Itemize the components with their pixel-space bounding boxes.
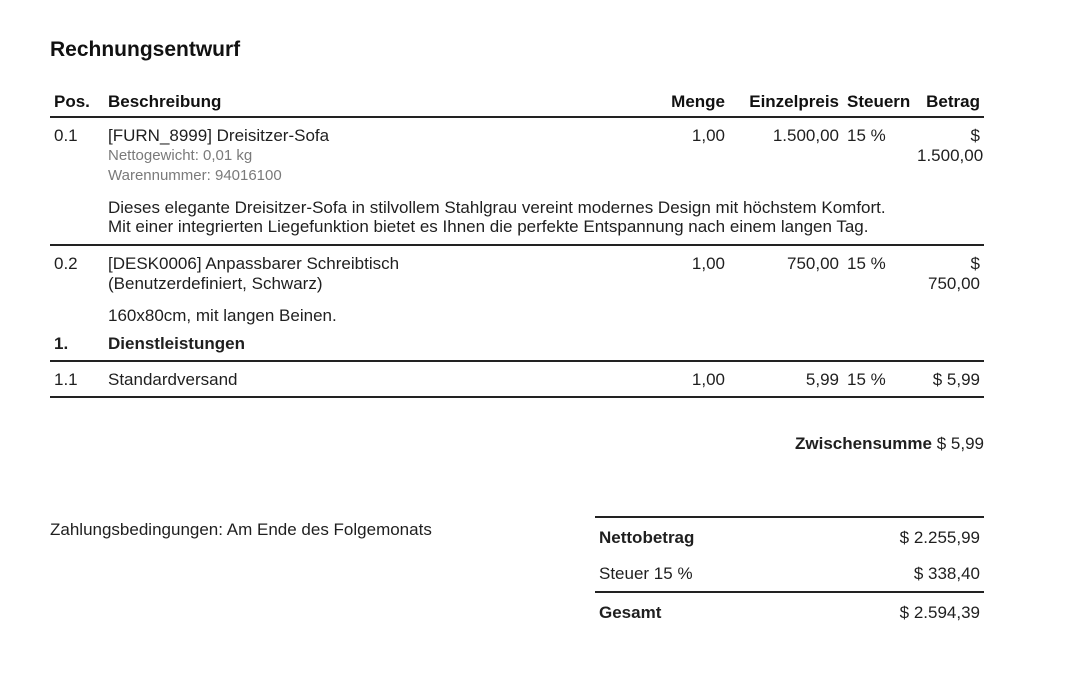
line-note-text-1: Dieses elegante Dreisitzer-Sofa in stilvollem Stahlgrau vereint modernes Design mit höchstem Komfort. (108, 198, 886, 217)
section-subtotal (795, 434, 984, 454)
line-quantity: 1,00 (691, 254, 725, 273)
line-product-variant: (Benutzerdefiniert, Schwarz) (108, 274, 323, 293)
header-pos: Pos. (50, 86, 104, 117)
line-net-weight: Nettogewicht: 0,01 kg (108, 147, 253, 164)
line-pos: 1.1 (50, 361, 104, 397)
line-tax: 15 % (847, 254, 886, 273)
line-tax: 15 % (847, 126, 886, 145)
line-unit-price: 5,99 (729, 361, 843, 397)
subtotal-label: Zwischensumme (795, 434, 932, 453)
totals-row-tax (595, 555, 984, 592)
line-unit-price: 750,00 (787, 254, 839, 273)
line-note: 160x80cm, mit langen Beinen. (108, 306, 337, 325)
line-product-name: Standardversand (104, 361, 604, 397)
table-header-row (50, 86, 984, 117)
table-row (50, 245, 984, 294)
line-amount: $ 5,99 (913, 361, 984, 397)
total-label: Gesamt (595, 592, 805, 630)
page-title: Rechnungsentwurf (50, 38, 241, 61)
total-value: $ 2.594,39 (805, 592, 984, 630)
section-pos: 1. (50, 325, 104, 361)
line-note-text-2: Mit einer integrierten Liegefunktion bietet es Ihnen die perfekte Entspannung nach einem langen Tag. (108, 217, 869, 236)
totals-row-total (595, 592, 984, 630)
header-unit-price: Einzelpreis (729, 86, 843, 117)
line-amount: $ 1.500,00 (917, 126, 984, 165)
header-amount: Betrag (913, 86, 984, 117)
line-pos: 0.2 (54, 254, 78, 273)
totals-table (595, 516, 984, 630)
line-product-name: [DESK0006] Anpassbarer Schreibtisch (108, 254, 400, 273)
line-tax: 15 % (843, 361, 913, 397)
subtotal-value: $ 5,99 (936, 434, 984, 453)
line-amount: $ 750,00 (928, 254, 980, 293)
header-description: Beschreibung (104, 86, 604, 117)
tax-value: $ 338,40 (913, 564, 980, 583)
line-description (104, 245, 604, 294)
net-amount-value: $ 2.255,99 (805, 517, 984, 555)
line-note (104, 186, 984, 245)
line-pos: 0.1 (54, 126, 78, 145)
table-row-note (50, 294, 984, 325)
line-quantity: 1,00 (604, 361, 729, 397)
header-taxes: Steuern (843, 86, 913, 117)
payment-terms: Zahlungsbedingungen: Am Ende des Folgemonats (50, 520, 432, 539)
invoice-lines-table (50, 86, 984, 398)
line-quantity: 1,00 (691, 126, 725, 145)
line-unit-price: 1.500,00 (772, 126, 839, 145)
line-description (104, 117, 604, 186)
header-quantity: Menge (604, 86, 729, 117)
line-product-name: [FURN_8999] Dreisitzer-Sofa (108, 126, 330, 145)
section-row (50, 325, 984, 361)
table-row (50, 117, 984, 186)
section-label: Dienstleistungen (104, 325, 984, 361)
line-hs-code: Warennummer: 94016100 (108, 167, 282, 184)
totals-row-net (595, 517, 984, 555)
table-row-note (50, 186, 984, 245)
net-amount-label: Nettobetrag (595, 517, 805, 555)
tax-label: Steuer 15 % (599, 564, 693, 583)
table-row (50, 361, 984, 397)
